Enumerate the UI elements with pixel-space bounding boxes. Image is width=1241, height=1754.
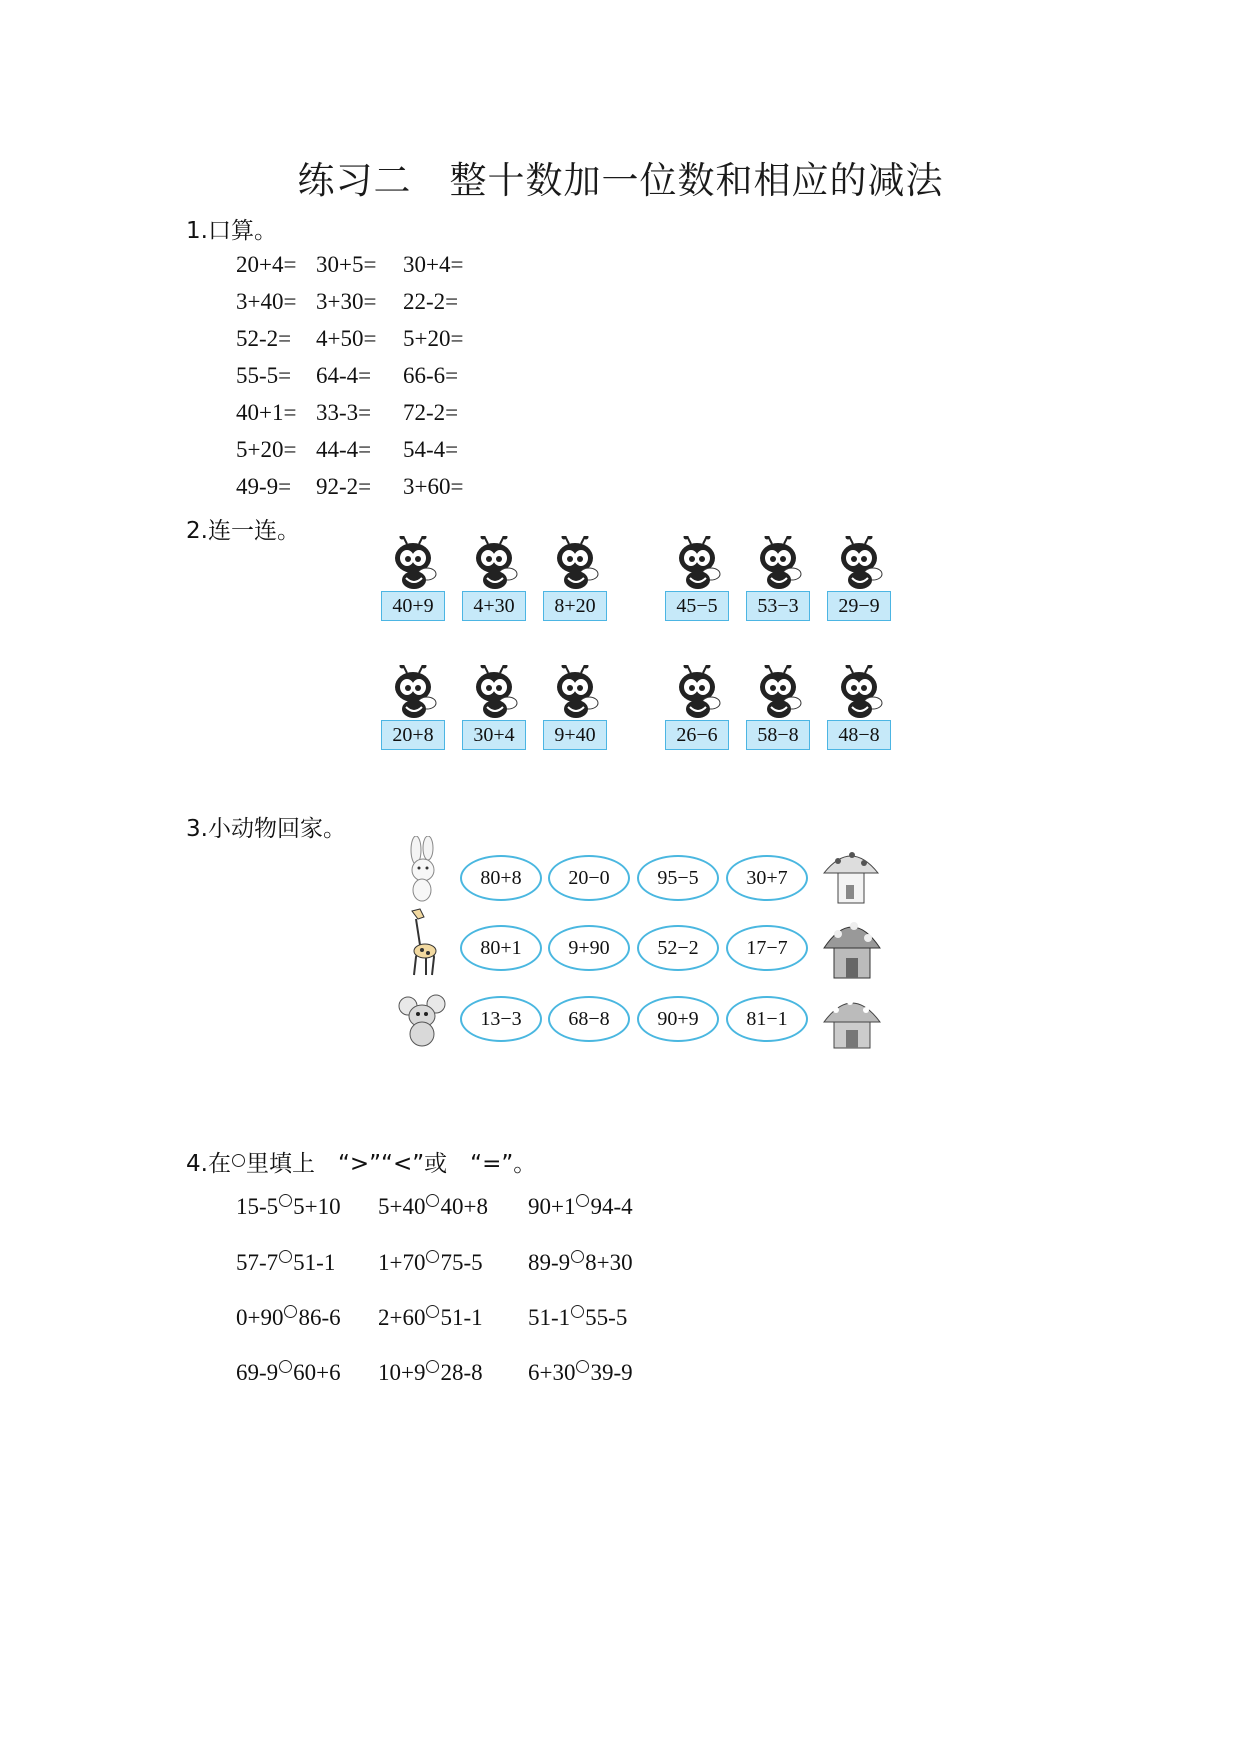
oral-calc-item: 33-3= bbox=[316, 400, 372, 425]
compare-item bbox=[528, 1360, 633, 1386]
compare-item bbox=[528, 1250, 633, 1276]
compare-item bbox=[378, 1194, 488, 1220]
oral-calc-item: 4+50= bbox=[316, 326, 377, 351]
compare-left: 5+40 bbox=[378, 1194, 426, 1219]
bee-card[interactable] bbox=[381, 665, 447, 751]
compare-left: 2+60 bbox=[378, 1305, 426, 1330]
bee-card[interactable] bbox=[746, 665, 812, 751]
answer-circle-icon[interactable] bbox=[571, 1305, 584, 1318]
bee-icon bbox=[746, 536, 812, 594]
compare-item bbox=[236, 1250, 335, 1276]
answer-circle-icon[interactable] bbox=[426, 1305, 439, 1318]
oral-calc-item: 3+60= bbox=[403, 474, 464, 499]
bee-card[interactable] bbox=[827, 665, 893, 751]
compare-left: 69-9 bbox=[236, 1360, 279, 1385]
path-stone[interactable]: 20−0 bbox=[548, 855, 630, 901]
section-4-heading bbox=[186, 1145, 536, 1178]
bee-card[interactable] bbox=[665, 665, 731, 751]
oral-calc-item: 3+30= bbox=[316, 289, 377, 314]
bee-card[interactable] bbox=[746, 536, 812, 622]
compare-right: 39-9 bbox=[590, 1360, 633, 1385]
compare-item bbox=[378, 1250, 483, 1276]
compare-left: 89-9 bbox=[528, 1250, 571, 1275]
oral-calc-item: 20+4= bbox=[236, 252, 297, 277]
path-stone[interactable]: 13−3 bbox=[460, 996, 542, 1042]
compare-item bbox=[236, 1194, 341, 1220]
oral-calc-item: 54-4= bbox=[403, 437, 459, 462]
mushroom-house-icon bbox=[820, 988, 884, 1052]
bee-card[interactable] bbox=[381, 536, 447, 622]
path-stone[interactable]: 9+90 bbox=[548, 925, 630, 971]
answer-circle-icon[interactable] bbox=[279, 1250, 292, 1263]
oral-calc-item: 5+20= bbox=[403, 326, 464, 351]
oral-calc-item: 55-5= bbox=[236, 363, 292, 388]
path-stone[interactable]: 17−7 bbox=[726, 925, 808, 971]
bee-card[interactable] bbox=[665, 536, 731, 622]
bee-expression: 53−3 bbox=[746, 591, 810, 621]
rabbit-icon bbox=[398, 836, 448, 904]
compare-right: 8+30 bbox=[585, 1250, 633, 1275]
bee-expression: 9+40 bbox=[543, 720, 607, 750]
compare-right: 40+8 bbox=[440, 1194, 488, 1219]
oral-calc-item: 92-2= bbox=[316, 474, 372, 499]
oral-calc-item: 72-2= bbox=[403, 400, 459, 425]
oral-calc-item: 30+5= bbox=[316, 252, 377, 277]
compare-item bbox=[528, 1305, 627, 1331]
compare-left: 10+9 bbox=[378, 1360, 426, 1385]
answer-circle-icon[interactable] bbox=[426, 1250, 439, 1263]
answer-circle-icon[interactable] bbox=[426, 1360, 439, 1373]
compare-item bbox=[528, 1194, 633, 1220]
oral-calc-item: 3+40= bbox=[236, 289, 297, 314]
bee-icon bbox=[381, 665, 447, 723]
section-1-heading: 1.口算。 bbox=[186, 218, 277, 244]
bee-icon bbox=[462, 665, 528, 723]
answer-circle-icon[interactable] bbox=[576, 1360, 589, 1373]
bee-icon bbox=[462, 536, 528, 594]
oral-calc-item: 22-2= bbox=[403, 289, 459, 314]
bee-card[interactable] bbox=[543, 665, 609, 751]
path-stone[interactable]: 80+8 bbox=[460, 855, 542, 901]
oral-calc-item: 52-2= bbox=[236, 326, 292, 351]
mushroom-house-icon bbox=[820, 843, 882, 909]
bee-expression: 20+8 bbox=[381, 720, 445, 750]
mouse-icon bbox=[396, 990, 452, 1048]
compare-item bbox=[236, 1305, 341, 1331]
compare-right: 28-8 bbox=[440, 1360, 483, 1385]
answer-circle-icon[interactable] bbox=[426, 1194, 439, 1207]
oral-calc-item: 64-4= bbox=[316, 363, 372, 388]
compare-left: 90+1 bbox=[528, 1194, 576, 1219]
bee-expression: 26−6 bbox=[665, 720, 729, 750]
compare-left: 15-5 bbox=[236, 1194, 279, 1219]
page-title: 练习二 整十数加一位数和相应的减法 bbox=[297, 159, 944, 202]
bee-icon bbox=[543, 536, 609, 594]
compare-left: 6+30 bbox=[528, 1360, 576, 1385]
oral-calc-item: 49-9= bbox=[236, 474, 292, 499]
compare-right: 5+10 bbox=[293, 1194, 341, 1219]
bee-card[interactable] bbox=[543, 536, 609, 622]
path-stone[interactable]: 95−5 bbox=[637, 855, 719, 901]
bee-icon bbox=[827, 665, 893, 723]
compare-left: 51-1 bbox=[528, 1305, 571, 1330]
path-stone[interactable]: 30+7 bbox=[726, 855, 808, 901]
path-stone[interactable]: 52−2 bbox=[637, 925, 719, 971]
bee-expression: 8+20 bbox=[543, 591, 607, 621]
oral-calc-item: 5+20= bbox=[236, 437, 297, 462]
compare-right: 86-6 bbox=[298, 1305, 341, 1330]
compare-right: 60+6 bbox=[293, 1360, 341, 1385]
path-stone[interactable]: 81−1 bbox=[726, 996, 808, 1042]
answer-circle-icon[interactable] bbox=[279, 1360, 292, 1373]
mushroom-house-icon bbox=[820, 912, 884, 982]
circle-icon bbox=[232, 1154, 245, 1167]
bee-icon bbox=[746, 665, 812, 723]
oral-calc-item: 44-4= bbox=[316, 437, 372, 462]
bee-expression: 45−5 bbox=[665, 591, 729, 621]
oral-calc-item: 66-6= bbox=[403, 363, 459, 388]
bee-icon bbox=[543, 665, 609, 723]
compare-right: 55-5 bbox=[585, 1305, 628, 1330]
bee-card[interactable] bbox=[462, 665, 528, 751]
answer-circle-icon[interactable] bbox=[284, 1305, 297, 1318]
compare-item bbox=[378, 1305, 483, 1331]
bee-icon bbox=[665, 536, 731, 594]
oral-calc-item: 40+1= bbox=[236, 400, 297, 425]
bee-expression: 48−8 bbox=[827, 720, 891, 750]
compare-left: 57-7 bbox=[236, 1250, 279, 1275]
compare-right: 94-4 bbox=[590, 1194, 633, 1219]
oral-calc-item: 30+4= bbox=[403, 252, 464, 277]
section-3-heading: 3.小动物回家。 bbox=[186, 816, 346, 842]
bee-icon bbox=[381, 536, 447, 594]
section-4-label-start: 4.在 bbox=[186, 1151, 231, 1177]
answer-circle-icon[interactable] bbox=[571, 1250, 584, 1263]
compare-left: 0+90 bbox=[236, 1305, 284, 1330]
path-stone[interactable]: 90+9 bbox=[637, 996, 719, 1042]
answer-circle-icon[interactable] bbox=[279, 1194, 292, 1207]
bee-expression: 29−9 bbox=[827, 591, 891, 621]
giraffe-icon bbox=[398, 905, 446, 977]
compare-item bbox=[378, 1360, 483, 1386]
compare-left: 1+70 bbox=[378, 1250, 426, 1275]
bee-expression: 4+30 bbox=[462, 591, 526, 621]
compare-right: 75-5 bbox=[440, 1250, 483, 1275]
bee-icon bbox=[665, 665, 731, 723]
compare-right: 51-1 bbox=[293, 1250, 336, 1275]
section-4-label-end: 里填上 “>”“<”或 “=”。 bbox=[245, 1151, 537, 1177]
bee-card[interactable] bbox=[827, 536, 893, 622]
path-stone[interactable]: 68−8 bbox=[548, 996, 630, 1042]
bee-card[interactable] bbox=[462, 536, 528, 622]
compare-right: 51-1 bbox=[440, 1305, 483, 1330]
compare-item bbox=[236, 1360, 341, 1386]
bee-expression: 58−8 bbox=[746, 720, 810, 750]
answer-circle-icon[interactable] bbox=[576, 1194, 589, 1207]
bee-expression: 40+9 bbox=[381, 591, 445, 621]
path-stone[interactable]: 80+1 bbox=[460, 925, 542, 971]
section-2-heading: 2.连一连。 bbox=[186, 518, 300, 544]
bee-icon bbox=[827, 536, 893, 594]
bee-expression: 30+4 bbox=[462, 720, 526, 750]
